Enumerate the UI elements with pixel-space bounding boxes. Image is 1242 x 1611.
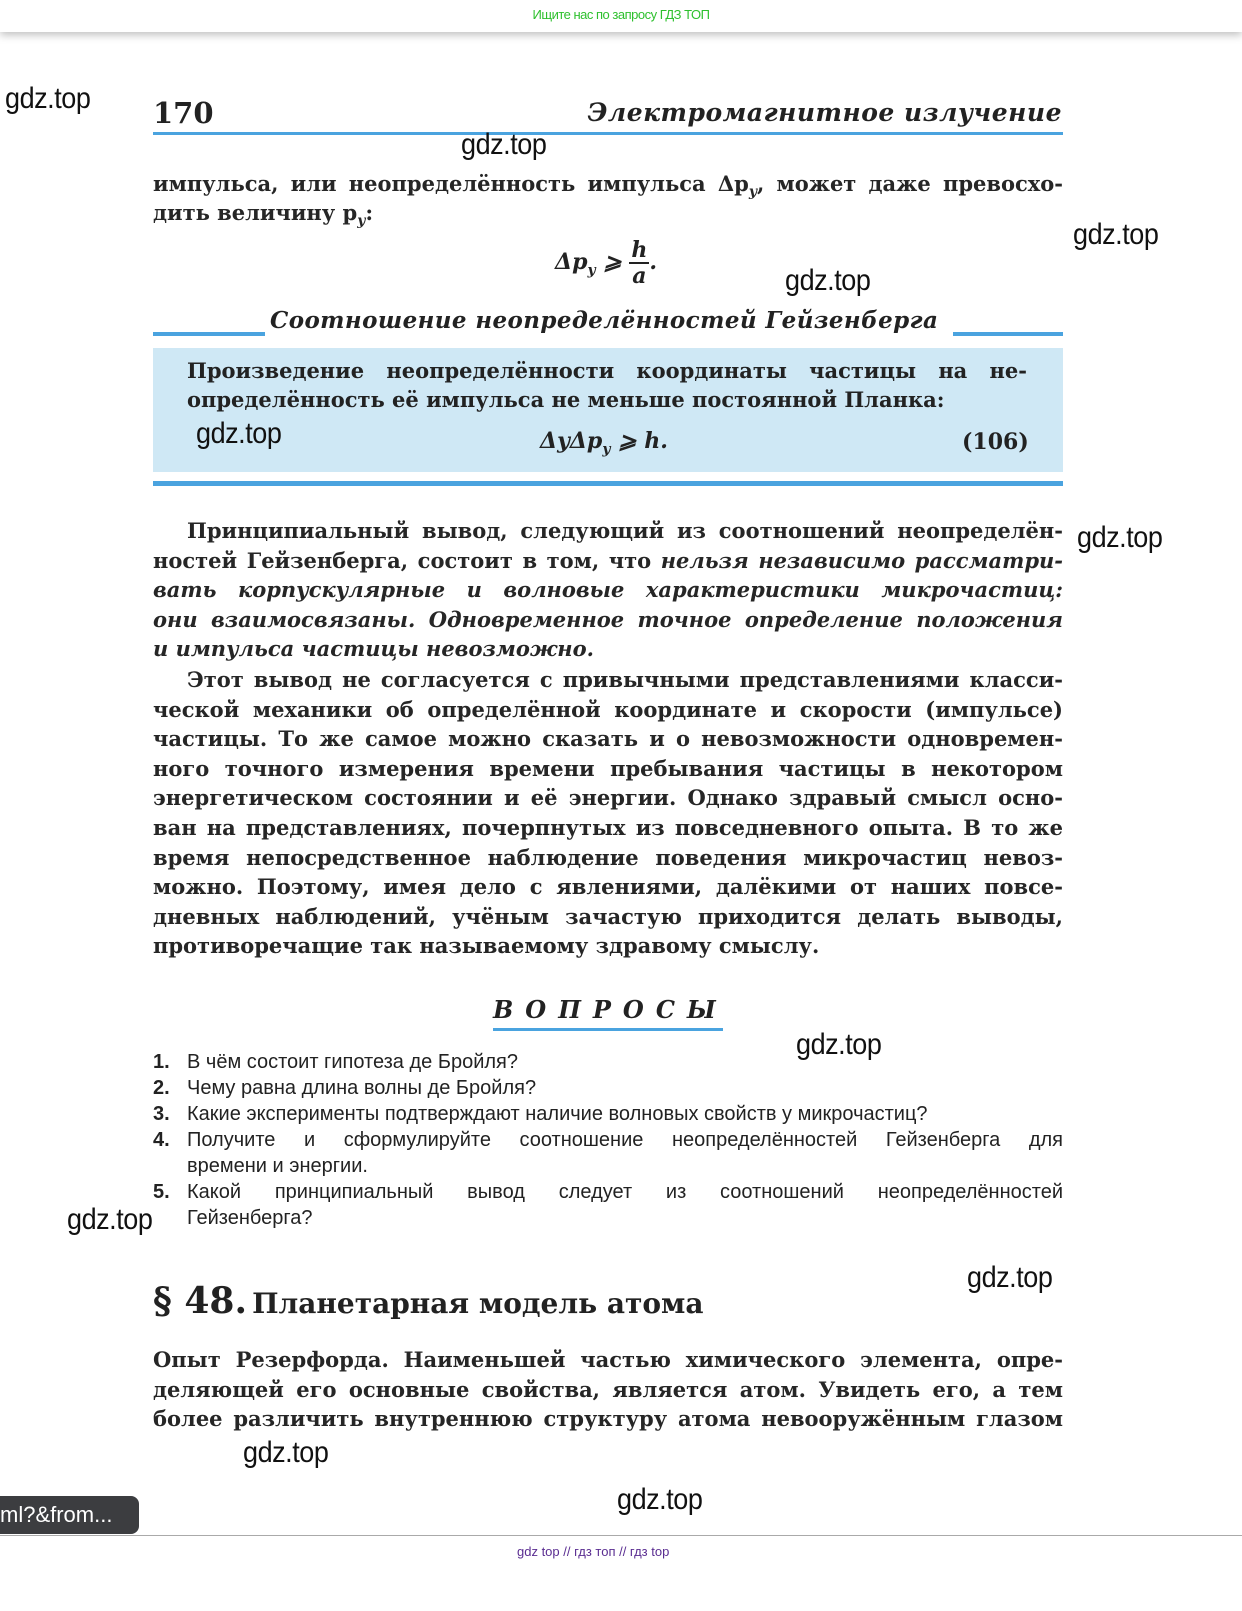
text-segment: вать корпускулярные и волновые характеристики микрочастиц: [153, 577, 1063, 603]
banner-text: Ищите нас по запросу ГДЗ ТОП [532, 7, 710, 22]
watermark: gdz.top [196, 417, 282, 450]
formula-sub: y [587, 262, 596, 279]
section-rule-left [153, 332, 265, 336]
text-segment: дить величину p [153, 200, 358, 225]
text-segment: : [365, 200, 374, 225]
question-text: Чему равна длина волны де Бройля? [187, 1077, 537, 1099]
question-number: 4. [153, 1129, 170, 1151]
watermark: gdz.top [617, 1483, 703, 1516]
formula-rel: ⩾ [603, 249, 622, 275]
text-line [153, 635, 1063, 663]
formula-lhs: Δp [555, 249, 588, 275]
formula-denominator: a [632, 263, 647, 289]
watermark: gdz.top [1073, 218, 1159, 251]
watermark: gdz.top [796, 1028, 882, 1061]
footer-links[interactable]: gdz top // гдз топ // гдз top [517, 1544, 670, 1559]
text-segment: более различить внутреннюю структуру атома невооружённым глазом [153, 1406, 1063, 1432]
watermark: gdz.top [785, 264, 871, 297]
text-line [153, 1346, 1063, 1374]
section-mark: § 48. [153, 1280, 247, 1322]
text-segment: частицы. То же самое можно сказать и о невозможности одновремен- [153, 726, 1063, 752]
watermark: gdz.top [5, 82, 91, 115]
text-segment: Опыт Резерфорда. [153, 1347, 389, 1372]
text-segment: дневных наблюдений, учёным зачастую приходится делать выводы, [153, 903, 1063, 929]
header-rule [153, 132, 1063, 135]
box-formula [540, 428, 668, 457]
running-title: Электромагнитное излучение [587, 98, 1062, 127]
text-segment: , может даже превосхо- [756, 171, 1063, 196]
question-item [153, 1179, 1063, 1205]
text-line [153, 199, 1063, 235]
watermark: gdz.top [967, 1261, 1053, 1294]
question-item [153, 1127, 1063, 1153]
question-text: В чём состоит гипотеза де Бройля? [187, 1051, 519, 1073]
box-line: определённость её импульса не меньше постоянной Планка: [187, 387, 945, 412]
watermark: gdz.top [67, 1203, 153, 1236]
formula-numerator: h [631, 237, 648, 263]
text-line [153, 932, 1063, 960]
text-line [153, 784, 1063, 812]
text-segment: ностей Гейзенберга, состоит в том, что [153, 547, 661, 573]
questions-rule [493, 1028, 723, 1031]
watermark: gdz.top [1077, 521, 1163, 554]
text-segment: Наименьшей частью химического элемента, опре- [388, 1347, 1063, 1372]
footer-bar [0, 1535, 1242, 1611]
text-segment: y [357, 213, 366, 230]
text-line [187, 517, 1063, 545]
text-segment: деляющей его основные свойства, является атом. Увидеть его, а тем [153, 1376, 1063, 1402]
equation-number: (106) [962, 429, 1029, 455]
watermark: gdz.top [243, 1436, 329, 1469]
question-item [153, 1049, 1063, 1075]
text-line [153, 547, 1063, 575]
box-formula-sub: y [602, 441, 611, 458]
question-text: Какой принципиальный вывод следует из соотношений неопределённостей [187, 1181, 1063, 1203]
question-item [153, 1101, 1063, 1127]
text-line [153, 903, 1063, 931]
page-number: 170 [153, 96, 214, 130]
watermark: gdz.top [461, 128, 547, 161]
text-segment: Этот вывод не согласуется с привычными представлениями класси- [187, 667, 1063, 692]
text-segment: энергетическом состоянии и её энергии. Однако здравый смысл осно- [153, 785, 1063, 811]
text-line [153, 1405, 1063, 1433]
text-segment: ческой механики об определённой координате и скорости (импульсе) [153, 696, 1063, 722]
question-number: 5. [153, 1181, 170, 1203]
section-title: Планетарная модель атома [252, 1287, 704, 1320]
box-formula-lhs: ΔyΔp [540, 428, 603, 454]
text-segment: противоречащие так называемому здравому смыслу. [153, 933, 820, 959]
text-line [153, 844, 1063, 872]
question-number: 3. [153, 1103, 170, 1125]
question-number: 2. [153, 1077, 170, 1099]
text-segment: они взаимосвязаны. Одновременное точное определение положения [153, 606, 1063, 632]
section-48-heading [153, 1280, 703, 1322]
text-segment: время непосредственное наблюдение поведения микрочастиц невоз- [153, 844, 1063, 870]
text-line [153, 814, 1063, 842]
text-segment: импульса, или неопределённость импульса Δp [153, 171, 749, 196]
text-segment: Принципиальный вывод, следующий из соотношений неопределён- [187, 518, 1063, 543]
section-rule-right [953, 332, 1063, 336]
formula-momentum [555, 238, 657, 288]
text-line [153, 606, 1063, 634]
section-heading: Соотношение неопределённостей Гейзенберга [270, 307, 939, 334]
text-segment: ван на представлениях, почерпнутых из повседневного опыта. В то же [153, 815, 1063, 840]
question-text: Какие эксперименты подтверждают наличие волновых свойств у микрочастиц? [187, 1103, 928, 1125]
text-segment: y [748, 184, 757, 201]
question-text: времени и энергии. [187, 1155, 368, 1177]
box-line: Произведение неопределённости координаты частицы на не- [187, 358, 1027, 383]
text-line [153, 873, 1063, 901]
question-text: Получите и сформулируйте соотношение неопределённостей Гейзенберга для [187, 1129, 1063, 1151]
question-item [153, 1075, 1063, 1101]
question-number: 1. [153, 1051, 170, 1073]
box-formula-rest: ⩾ h. [610, 428, 668, 454]
text-segment: и импульса частицы невозможно. [153, 636, 594, 662]
text-line [153, 755, 1063, 783]
top-banner [0, 0, 1242, 32]
formula-end: . [649, 249, 658, 275]
text-line [153, 725, 1063, 753]
question-text: Гейзенберга? [187, 1207, 313, 1229]
text-line [153, 696, 1063, 724]
box-bottom-rule [153, 481, 1063, 486]
text-line [187, 666, 1063, 694]
questions-heading: ВОПРОСЫ [493, 995, 728, 1024]
text-segment: ного точного измерения времени пребывания частицы в некотором [153, 755, 1063, 781]
text-segment: нельзя независимо рассматри- [660, 547, 1063, 573]
text-segment: можно. Поэтому, имея дело с явлениями, далёкими от наших повсе- [153, 874, 1063, 900]
text-line [153, 576, 1063, 604]
url-tooltip: ml?&from... [0, 1496, 139, 1534]
text-line [153, 1376, 1063, 1404]
